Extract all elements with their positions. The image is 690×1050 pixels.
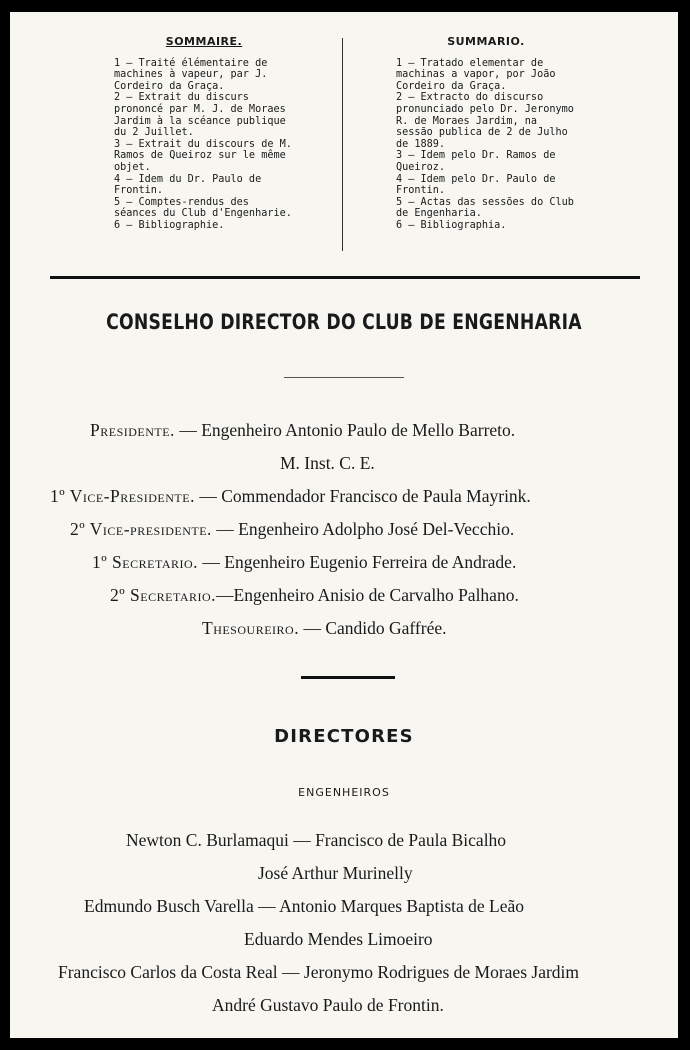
summary-item: 6 — Bibliographie.	[114, 219, 225, 231]
officer-line-president	[90, 420, 515, 441]
summary-item: 3 — Extrait du discours de M. Ramos de Queiroz sur le même objet.	[114, 138, 292, 173]
officer-name: M. Inst. C. E.	[280, 453, 375, 473]
summary-item: 2 — Extracto do discurso pronunciado pelo Dr. Jeronymo R. de Moraes Jardim, na sessão publica de 2 de Julho de 1889.	[396, 92, 574, 150]
officer-name: — Engenheiro Adolpho José Del-Vecchio.	[211, 519, 515, 539]
section-divider-short	[301, 676, 395, 679]
officer-name: — Candido Gaffrée.	[299, 618, 447, 638]
summary-french-title: SOMMAIRE.	[165, 35, 243, 48]
officer-line-sec1	[92, 552, 516, 573]
director-line: Francisco Carlos da Costa Real — Jeronymo Rodrigues de Moraes Jardim	[58, 962, 580, 982]
directors-title: DIRECTORES	[274, 726, 414, 747]
director-line: Newton C. Burlamaqui — Francisco de Paula Bicalho	[126, 830, 507, 850]
officer-line-sec2	[110, 585, 519, 606]
summary-french	[114, 36, 294, 232]
section-divider	[50, 276, 640, 279]
summary-item: 5 — Actas das sessões do Club de Engenharia.	[396, 196, 574, 220]
column-divider	[342, 38, 343, 251]
document-page	[10, 12, 678, 1038]
officer-name: — Engenheiro Antonio Paulo de Mello Barreto.	[174, 420, 516, 440]
summary-item: 5 — Comptes-rendus des séances du Club d'Engenharie.	[114, 196, 292, 220]
officer-name: — Engenheiro Eugenio Ferreira de Andrade.	[198, 552, 517, 572]
officer-line-vp2	[70, 519, 514, 540]
officer-name: — Commendador Francisco de Paula Mayrink.	[194, 486, 531, 506]
director-line: Edmundo Busch Varella — Antonio Marques Baptista de Leão	[84, 896, 525, 916]
directors-subtitle: ENGENHEIROS	[298, 786, 390, 799]
officer-line-treasurer	[202, 618, 447, 639]
officer-line-credential	[280, 453, 375, 474]
officer-role: 2º Vice-presidente.	[70, 519, 212, 539]
summary-item: 2 — Extrait du discurs prononcé par M. J. de Moraes Jardim à la scéance publique du 2 Juillet.	[114, 92, 286, 139]
summary-portuguese-title: SUMMARIO.	[447, 35, 525, 48]
director-line: José Arthur Murinelly	[258, 863, 413, 883]
officer-role: Thesoureiro.	[202, 618, 300, 638]
director-line: André Gustavo Paulo de Frontin.	[212, 995, 444, 1015]
officer-role: 2º Secretario.	[110, 585, 217, 605]
summary-item: 4 — Idem pelo Dr. Paulo de Frontin.	[396, 173, 556, 197]
officer-role: 1º Vice-Presidente.	[50, 486, 195, 506]
officer-name: —Engenheiro Anisio de Carvalho Palhano.	[216, 585, 519, 605]
summary-item: 6 — Bibliographia.	[396, 219, 507, 231]
officer-role: Presidente.	[90, 420, 175, 440]
summary-item: 3 — Idem pelo Dr. Ramos de Queiroz.	[396, 150, 556, 173]
officer-role: 1º Secretario.	[92, 552, 199, 572]
officer-line-vp1	[50, 486, 531, 507]
council-title: CONSELHO DIRECTOR DO CLUB DE ENGENHARIA	[106, 310, 582, 334]
summary-item: 1 — Traité élémentaire de machines à vapeur, par J. Cordeiro da Graça.	[114, 57, 268, 92]
summary-item: 1 — Tratado elementar de machinas a vapor, por João Cordeiro da Graça.	[396, 57, 556, 92]
summary-french-list	[114, 58, 294, 232]
title-underline	[284, 377, 404, 378]
summary-item: 4 — Idem du Dr. Paulo de Frontin.	[114, 173, 262, 197]
summary-portuguese	[396, 36, 576, 232]
director-line: Eduardo Mendes Limoeiro	[244, 929, 433, 949]
summary-portuguese-list	[396, 58, 576, 232]
